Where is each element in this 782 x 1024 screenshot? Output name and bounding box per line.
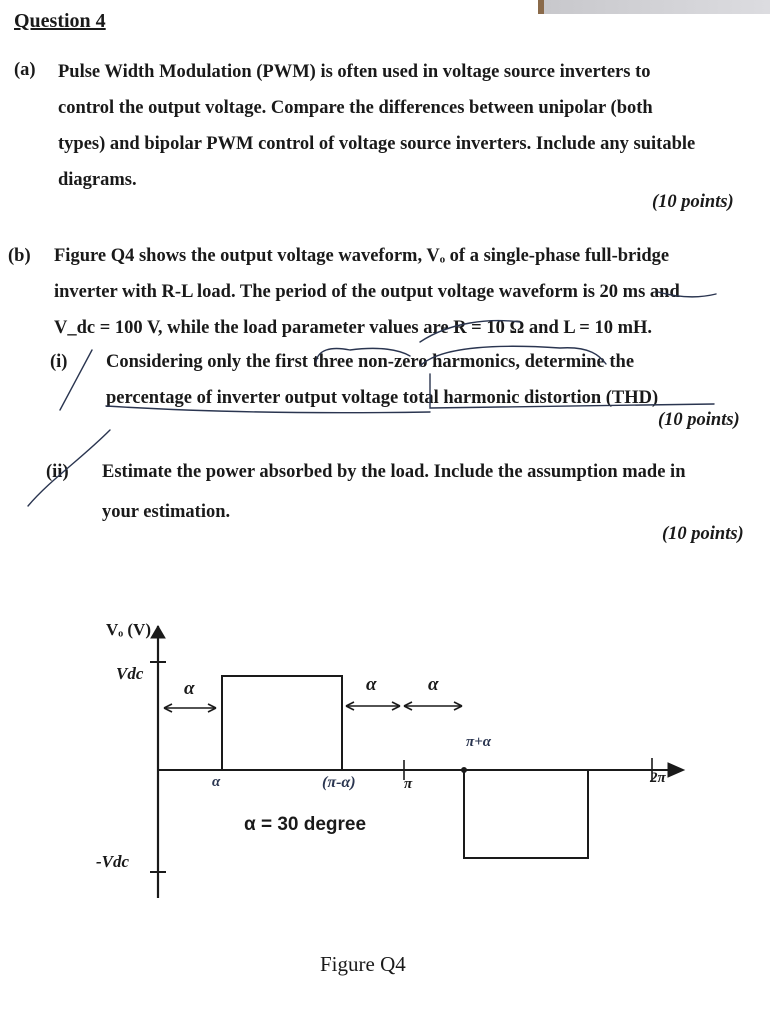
part-b-i-line-2: percentage of inverter output voltage total harmonic distortion (THD) xyxy=(106,388,659,408)
part-b-line-1: Figure Q4 shows the output voltage waveform, Vₒ of a single-phase full-bridge xyxy=(54,246,670,266)
pen-underline-20ms xyxy=(658,292,716,297)
pen-box-thd xyxy=(430,374,714,408)
figure-q4 xyxy=(150,626,684,898)
x-axis-arrow xyxy=(668,763,684,777)
pi-label: π xyxy=(404,776,413,792)
part-b-ii-line-2: your estimation. xyxy=(102,502,231,522)
pen-underline-percentage xyxy=(106,406,430,413)
vdc-label: Vdc xyxy=(116,664,144,683)
part-b-i-line-1: Considering only the first three non-zero harmonics, determine the xyxy=(106,352,635,372)
part-b-line-3: V_dc = 100 V, while the load parameter values are R = 10 Ω and L = 10 mH. xyxy=(54,318,653,338)
part-a-label: (a) xyxy=(14,60,36,80)
part-a-line-2: control the output voltage. Compare the differences between unipolar (both xyxy=(58,98,653,118)
handwritten-pi-plus-alpha: π+α xyxy=(466,734,492,750)
part-b-line-2: inverter with R-L load. The period of the output voltage waveform is 20 ms and xyxy=(54,282,680,302)
pen-arc xyxy=(420,321,520,342)
question-heading: Question 4 xyxy=(14,10,106,32)
alpha-label-1: α xyxy=(184,678,195,699)
pen-slash-i xyxy=(60,350,92,410)
handwritten-alpha: α xyxy=(212,774,221,790)
part-b-ii-label: (ii) xyxy=(46,462,69,482)
pi-plus-alpha-dot xyxy=(462,768,467,773)
alpha-label-3: α xyxy=(428,674,439,695)
alpha-label-2: α xyxy=(366,674,377,695)
part-b-ii-line-1: Estimate the power absorbed by the load. Include the assumption made in xyxy=(102,462,686,482)
part-a-line-4: diagrams. xyxy=(58,170,137,190)
part-b-label: (b) xyxy=(8,246,31,266)
pen-bracket-first-three xyxy=(316,348,410,362)
figure-caption: Figure Q4 xyxy=(320,952,406,976)
alpha-note: α = 30 degree xyxy=(244,814,367,835)
part-a-line-1: Pulse Width Modulation (PWM) is often used in voltage source inverters to xyxy=(58,62,651,82)
part-b-ii-points: (10 points) xyxy=(662,524,744,544)
part-b-i-label: (i) xyxy=(50,352,68,372)
pen-stroke-ii xyxy=(28,430,110,506)
negative-pulse xyxy=(464,770,588,858)
neg-vdc-label: -Vdc xyxy=(96,852,130,871)
part-a-line-3: types) and bipolar PWM control of voltage source inverters. Include any suitable xyxy=(58,134,696,154)
positive-pulse xyxy=(222,676,342,770)
two-pi-label: 2π xyxy=(650,770,666,786)
y-axis-arrow xyxy=(151,626,165,638)
pen-bracket-harmonics xyxy=(420,346,606,366)
part-a-points: (10 points) xyxy=(652,192,734,212)
y-axis-label: Vₒ (V) xyxy=(106,620,151,639)
part-b-i-points: (10 points) xyxy=(658,410,740,430)
handwritten-pi-minus-alpha: (π-α) xyxy=(322,774,356,791)
